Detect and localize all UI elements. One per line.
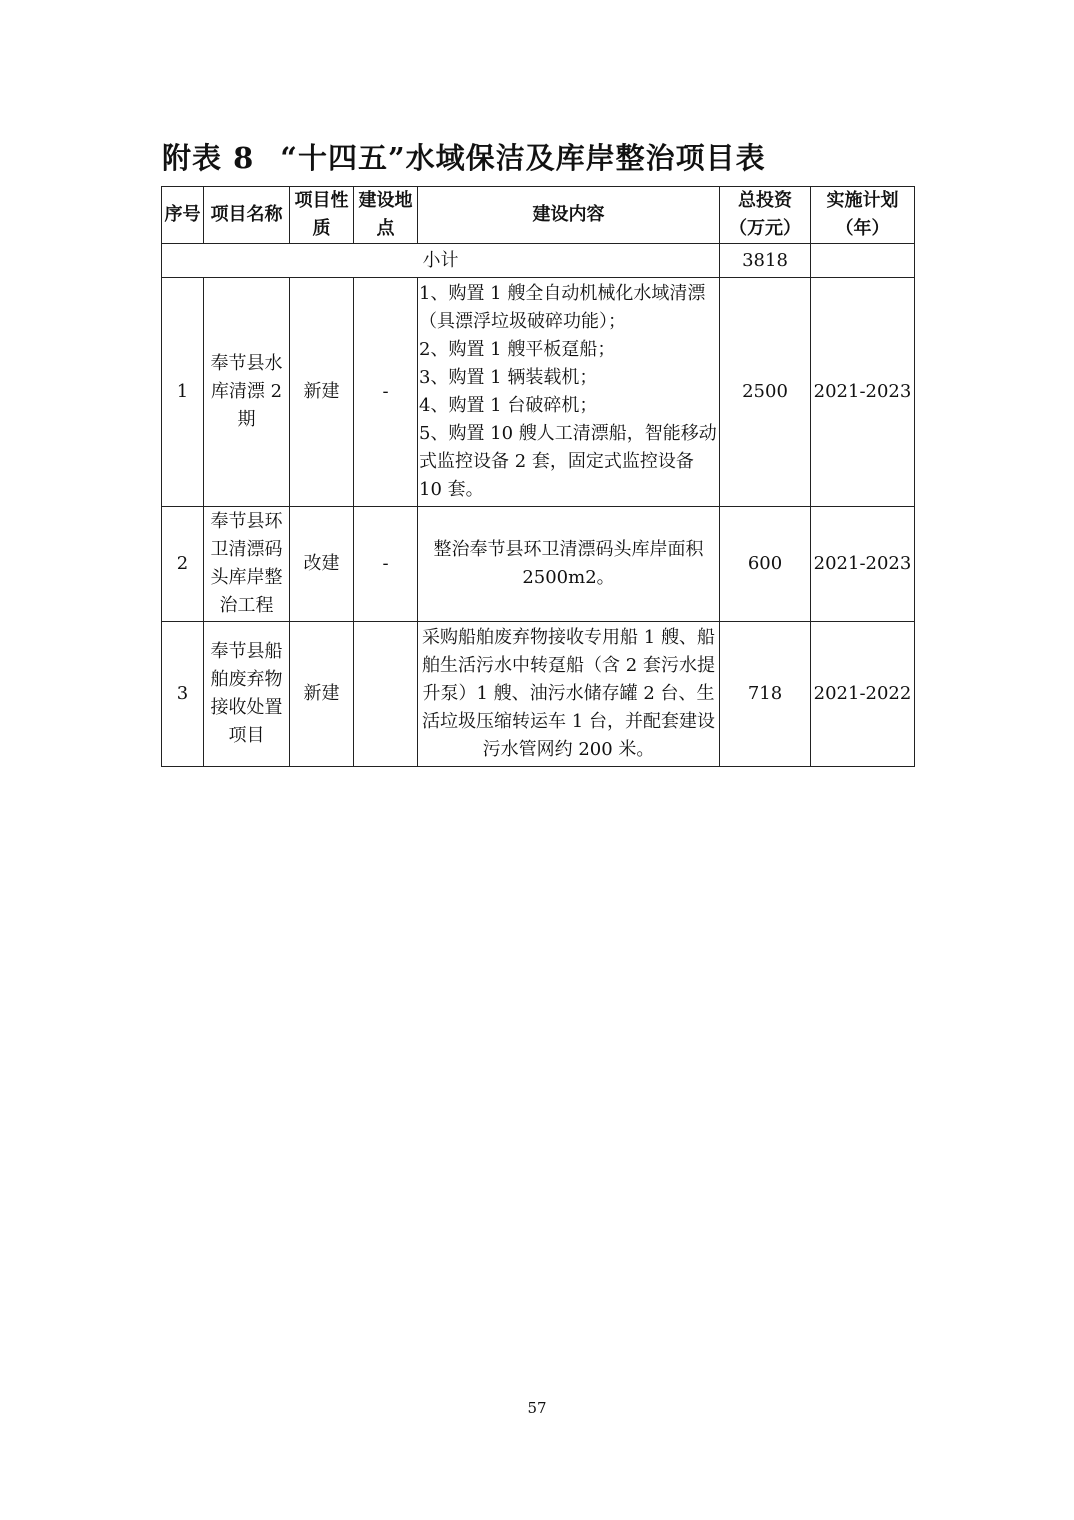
row-content: 整治奉节县环卫清漂码头库岸面积 2500m2。 bbox=[418, 507, 720, 622]
content-line: 2、购置 1 艘平板趸船； bbox=[419, 339, 616, 360]
table-row bbox=[162, 622, 915, 767]
row-index: 1 bbox=[162, 278, 204, 507]
row-plan: 2021-2023 bbox=[811, 507, 915, 622]
row-name-text: 奉节县船舶废弃物接收处置项目 bbox=[210, 641, 283, 746]
header-location-line2: 点 bbox=[376, 218, 395, 239]
row-plan: 2021-2023 bbox=[811, 278, 915, 507]
row-investment: 2500 bbox=[720, 278, 811, 507]
row-name bbox=[204, 278, 290, 507]
row-location: - bbox=[354, 278, 418, 507]
header-nature-line2: 质 bbox=[312, 218, 331, 239]
row-investment: 600 bbox=[720, 507, 811, 622]
subtotal-row bbox=[162, 244, 915, 278]
row-nature: 新建 bbox=[290, 278, 354, 507]
row-nature: 改建 bbox=[290, 507, 354, 622]
content-line: 1、购置 1 艘全自动机械化水域清漂（具漂浮垃圾破碎功能）； bbox=[419, 283, 706, 332]
row-content bbox=[418, 278, 720, 507]
page-number: 57 bbox=[527, 1399, 547, 1417]
header-location bbox=[354, 187, 418, 244]
row-investment: 718 bbox=[720, 622, 811, 767]
header-plan-line2: （年） bbox=[835, 218, 890, 239]
header-location-line1: 建设地 bbox=[358, 190, 413, 211]
header-plan bbox=[811, 187, 915, 244]
header-content: 建设内容 bbox=[418, 187, 720, 244]
header-investment-line2: （万元） bbox=[729, 218, 801, 239]
subtotal-investment: 3818 bbox=[720, 244, 811, 278]
row-name bbox=[204, 507, 290, 622]
content-line: 4、购置 1 台破碎机； bbox=[419, 395, 598, 416]
page-title bbox=[162, 138, 766, 178]
header-investment bbox=[720, 187, 811, 244]
header-nature bbox=[290, 187, 354, 244]
projects-table bbox=[161, 186, 915, 767]
title-prefix: 附表 8 bbox=[162, 141, 255, 175]
row-index: 2 bbox=[162, 507, 204, 622]
header-nature-line1: 项目性 bbox=[294, 190, 349, 211]
row-location: - bbox=[354, 507, 418, 622]
row-index: 3 bbox=[162, 622, 204, 767]
row-name-text: 奉节县环卫清漂码头库岸整治工程 bbox=[210, 511, 283, 616]
header-name: 项目名称 bbox=[204, 187, 290, 244]
content-line: 5、购置 10 艘人工清漂船，智能移动式监控设备 2 套，固定式监控设备 10 套。 bbox=[419, 423, 717, 500]
subtotal-plan bbox=[811, 244, 915, 278]
title-main: “十四五”水域保洁及库岸整治项目表 bbox=[280, 141, 766, 175]
row-plan: 2021-2022 bbox=[811, 622, 915, 767]
table-row bbox=[162, 507, 915, 622]
row-nature: 新建 bbox=[290, 622, 354, 767]
content-line: 3、购置 1 辆装载机； bbox=[419, 367, 598, 388]
row-content: 采购船舶废弃物接收专用船 1 艘、船舶生活污水中转趸船（含 2 套污水提升泵）1 艘、油污水储存罐 2 台、生活垃圾压缩转运车 1 台，并配套建设污水管网约 200 米。 bbox=[418, 622, 720, 767]
subtotal-label: 小计 bbox=[162, 244, 720, 278]
header-investment-line1: 总投资 bbox=[738, 190, 792, 211]
header-row bbox=[162, 187, 915, 244]
header-index: 序号 bbox=[162, 187, 204, 244]
header-plan-line1: 实施计划 bbox=[826, 190, 899, 211]
row-name bbox=[204, 622, 290, 767]
table-row bbox=[162, 278, 915, 507]
row-location bbox=[354, 622, 418, 767]
row-name-text: 奉节县水库清漂 2 期 bbox=[210, 353, 283, 430]
